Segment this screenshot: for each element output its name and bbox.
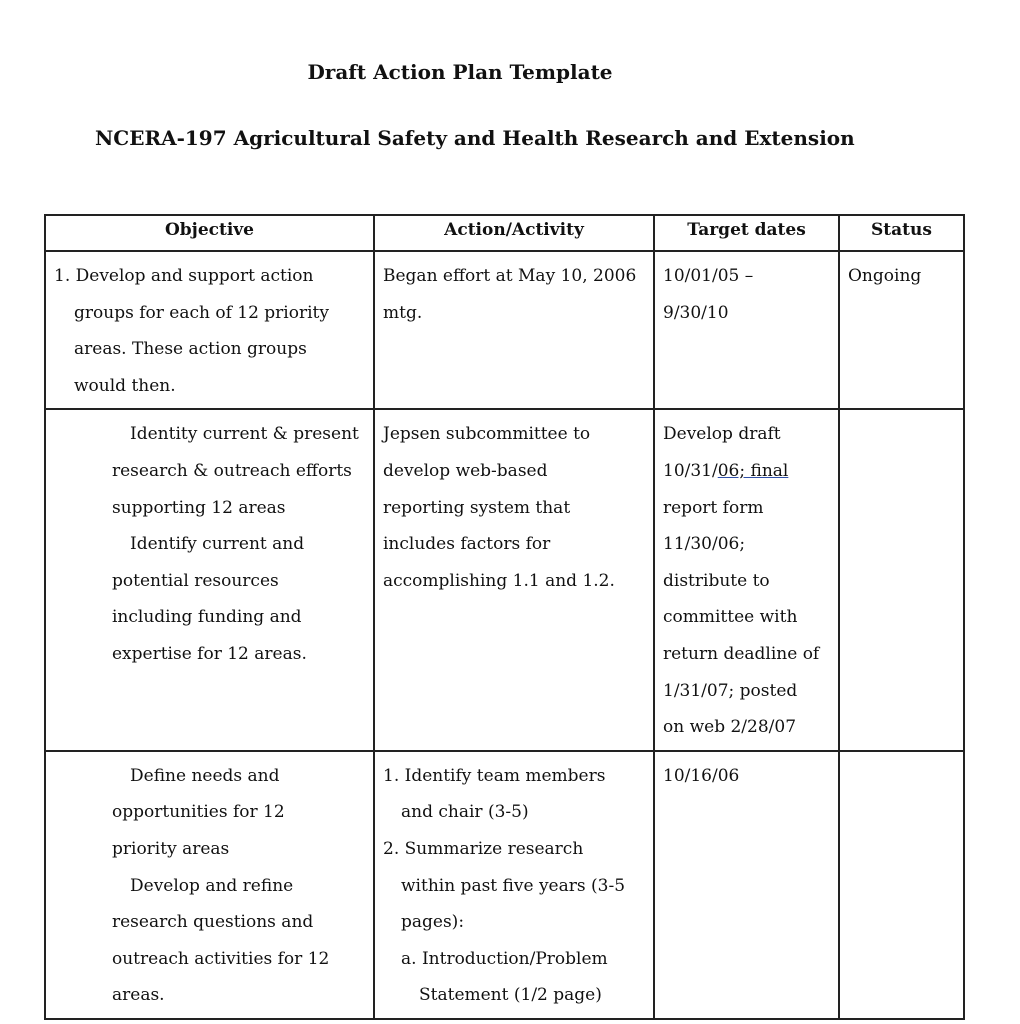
action-line: reporting system that (383, 497, 571, 518)
objective-line: Identify current and (130, 534, 305, 555)
target-line: committee with (663, 607, 798, 628)
objective-line: opportunities for 12 (112, 802, 285, 823)
header-action-activity: Action/Activity (374, 215, 654, 251)
action-line: a. Introduction/Problem (401, 948, 608, 969)
objective-cell (45, 751, 374, 1019)
objective-line: research & outreach efforts (112, 460, 352, 481)
objective-line: supporting 12 areas (112, 497, 286, 518)
target-line: return deadline of (663, 643, 820, 664)
action-line: accomplishing 1.1 and 1.2. (383, 570, 615, 591)
status-text: Ongoing (848, 266, 922, 286)
objective-line: including funding and (112, 607, 302, 628)
action-line: 2. Summarize research (383, 838, 584, 859)
target-date-underlined: 06; final (717, 460, 789, 481)
objective-line: areas. These action groups (74, 339, 307, 360)
action-line: Statement (1/2 page) (419, 985, 602, 1006)
target-line: distribute to (663, 570, 770, 591)
action-line: 1. Identify team members (383, 765, 606, 786)
action-line: and chair (3-5) (401, 802, 529, 823)
objective-line: areas. (112, 985, 165, 1006)
table-row (45, 409, 964, 750)
table-row (45, 751, 964, 1019)
action-cell (374, 409, 654, 750)
document-subtitle: NCERA-197 Agricultural Safety and Health Research and Extension (95, 126, 855, 150)
status-cell (839, 751, 964, 1019)
target-line: 9/30/10 (663, 302, 729, 323)
document-title: Draft Action Plan Template (307, 60, 613, 84)
target-dates-cell (654, 251, 839, 409)
action-line: mtg. (383, 302, 423, 323)
action-cell (374, 251, 654, 409)
objective-line: would then. (74, 375, 176, 396)
target-line: Develop draft (663, 424, 781, 445)
action-cell (374, 751, 654, 1019)
action-line: within past five years (3-5 (401, 875, 626, 896)
target-line: 1/31/07; posted (663, 680, 798, 701)
objective-line: 1. Develop and support action (54, 266, 314, 286)
action-line: includes factors for (383, 534, 551, 555)
action-line: pages): (401, 912, 465, 933)
target-date-text: 10/31/ (663, 460, 718, 481)
objective-line: potential resources (112, 570, 279, 591)
table-row (45, 251, 964, 409)
target-dates-cell (654, 751, 839, 1019)
objective-line: Develop and refine (130, 875, 294, 896)
table-header-row (45, 215, 964, 251)
header-status: Status (839, 215, 964, 251)
action-line: Jepsen subcommittee to (383, 424, 591, 445)
objective-line: outreach activities for 12 (112, 948, 330, 969)
status-cell (839, 409, 964, 750)
objective-line: Define needs and (130, 765, 280, 786)
objective-cell (45, 409, 374, 750)
target-line (663, 453, 830, 490)
objective-line: research questions and (112, 912, 314, 933)
action-line: develop web-based (383, 460, 548, 481)
objective-line: Identity current & present (130, 424, 359, 445)
action-line: Began effort at May 10, 2006 (383, 266, 637, 286)
objective-line: expertise for 12 areas. (112, 643, 307, 664)
target-line: 11/30/06; (663, 534, 746, 555)
target-line: 10/16/06 (663, 765, 740, 786)
target-line: 10/01/05 – (663, 266, 754, 286)
status-cell (839, 251, 964, 409)
objective-cell (45, 251, 374, 409)
target-line: on web 2/28/07 (663, 717, 797, 738)
header-objective: Objective (45, 215, 374, 251)
header-target-dates: Target dates (654, 215, 839, 251)
objective-line: priority areas (112, 838, 230, 859)
action-plan-table (44, 214, 965, 1020)
target-line: report form (663, 497, 764, 518)
objective-line: groups for each of 12 priority (74, 302, 329, 323)
target-dates-cell (654, 409, 839, 750)
